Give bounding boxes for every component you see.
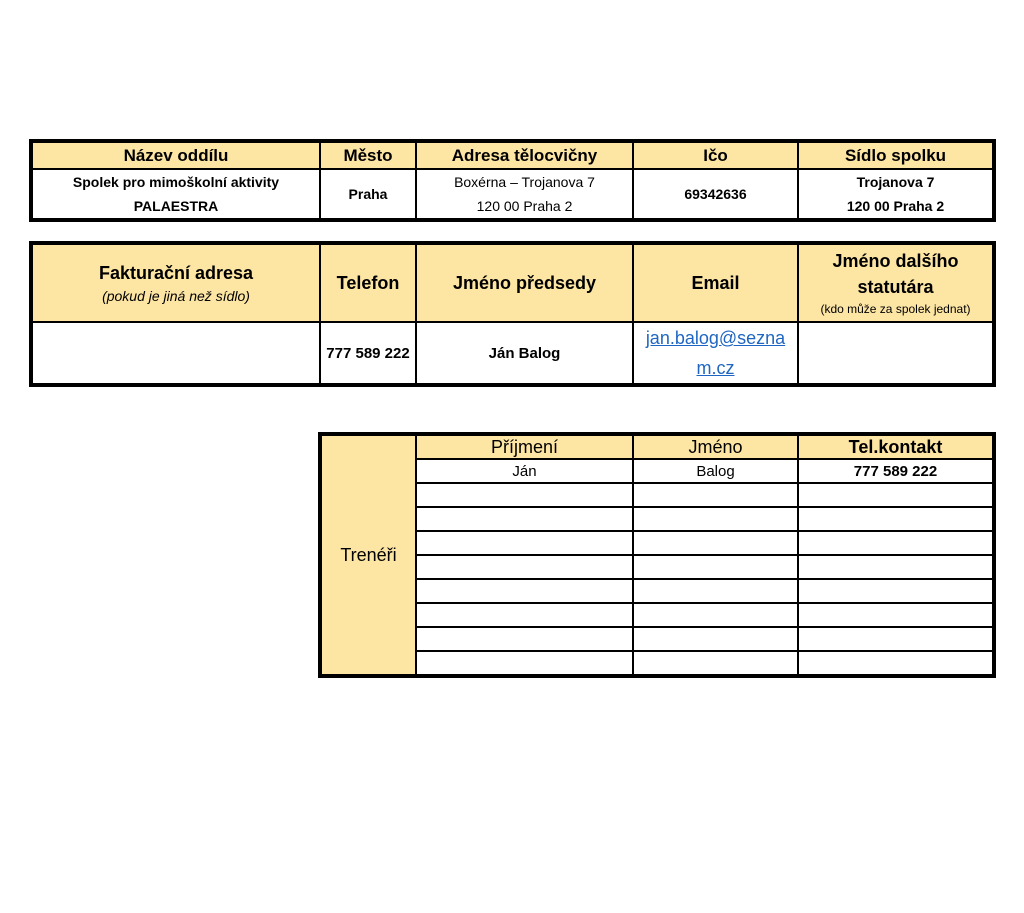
phone-contact-cell[interactable] [798, 531, 994, 555]
table-row [320, 483, 994, 507]
header-chair: Jméno předsedy [416, 243, 633, 322]
club-name-line1: Spolek pro mimoškolní aktivity [72, 174, 280, 190]
table-row [320, 651, 994, 676]
header-ico: Ičo [633, 141, 798, 169]
header-email: Email [633, 243, 798, 322]
first-name-cell[interactable] [633, 507, 798, 531]
billing-header-note: (pokud je jiná než sídlo) [102, 288, 250, 304]
billing-address-cell[interactable] [31, 322, 320, 385]
header-phone: Telefon [320, 243, 416, 322]
header-seat: Sídlo spolku [798, 141, 994, 169]
surname-cell[interactable] [416, 603, 633, 627]
surname-cell[interactable] [416, 531, 633, 555]
phone-contact-cell[interactable] [798, 603, 994, 627]
first-name-cell[interactable]: Balog [633, 459, 798, 483]
table-row [320, 579, 994, 603]
seat-line1: Trojanova 7 [856, 174, 935, 190]
other-statutory-cell[interactable] [798, 322, 994, 385]
surname-cell[interactable] [416, 483, 633, 507]
header-billing-address [31, 243, 320, 322]
first-name-cell[interactable] [633, 603, 798, 627]
header-first-name: Jméno [633, 434, 798, 459]
club-name-line2: PALAESTRA [133, 198, 219, 214]
header-phone-contact: Tel.kontakt [798, 434, 994, 459]
ico-cell[interactable]: 69342636 [633, 169, 798, 220]
phone-contact-cell[interactable] [798, 555, 994, 579]
surname-cell[interactable] [416, 507, 633, 531]
table-row [320, 627, 994, 651]
other-header-note: (kdo může za spolek jednat) [820, 302, 971, 316]
phone-contact-cell[interactable] [798, 579, 994, 603]
first-name-cell[interactable] [633, 555, 798, 579]
city-cell[interactable]: Praha [320, 169, 416, 220]
header-city: Město [320, 141, 416, 169]
surname-cell[interactable] [416, 579, 633, 603]
header-gym-address: Adresa tělocvičny [416, 141, 633, 169]
first-name-cell[interactable] [633, 483, 798, 507]
phone-contact-cell[interactable] [798, 627, 994, 651]
gym-address-cell[interactable] [416, 169, 633, 220]
surname-cell[interactable] [416, 651, 633, 676]
club-info-table [29, 139, 996, 222]
phone-contact-cell[interactable] [798, 483, 994, 507]
first-name-cell[interactable] [633, 627, 798, 651]
club-name-cell[interactable] [31, 169, 320, 220]
chair-cell[interactable]: Ján Balog [416, 322, 633, 385]
phone-contact-cell[interactable] [798, 507, 994, 531]
contact-table [29, 241, 996, 387]
coaches-label: Trenéři [320, 434, 416, 676]
email-link[interactable]: jan.balog@seznam.cz [645, 328, 786, 378]
table-row [320, 507, 994, 531]
table-row [320, 555, 994, 579]
phone-contact-cell[interactable] [798, 651, 994, 676]
table-row [320, 531, 994, 555]
header-surname: Příjmení [416, 434, 633, 459]
phone-cell[interactable]: 777 589 222 [320, 322, 416, 385]
surname-cell[interactable] [416, 627, 633, 651]
first-name-cell[interactable] [633, 579, 798, 603]
seat-line2: 120 00 Praha 2 [846, 198, 945, 214]
billing-header-label: Fakturační adresa [98, 263, 254, 283]
surname-cell[interactable] [416, 555, 633, 579]
first-name-cell[interactable] [633, 651, 798, 676]
header-other-statutory [798, 243, 994, 322]
table-row [320, 603, 994, 627]
phone-contact-cell[interactable]: 777 589 222 [798, 459, 994, 483]
table-row [320, 459, 994, 483]
surname-cell[interactable]: Ján [416, 459, 633, 483]
gym-address-line2: 120 00 Praha 2 [476, 198, 573, 214]
coaches-table [318, 432, 996, 678]
email-cell[interactable] [633, 322, 798, 385]
seat-cell[interactable] [798, 169, 994, 220]
first-name-cell[interactable] [633, 531, 798, 555]
gym-address-line1: Boxérna – Trojanova 7 [454, 174, 595, 190]
other-header-label: Jméno dalšího statutára [832, 251, 959, 297]
header-club-name: Název oddílu [31, 141, 320, 169]
